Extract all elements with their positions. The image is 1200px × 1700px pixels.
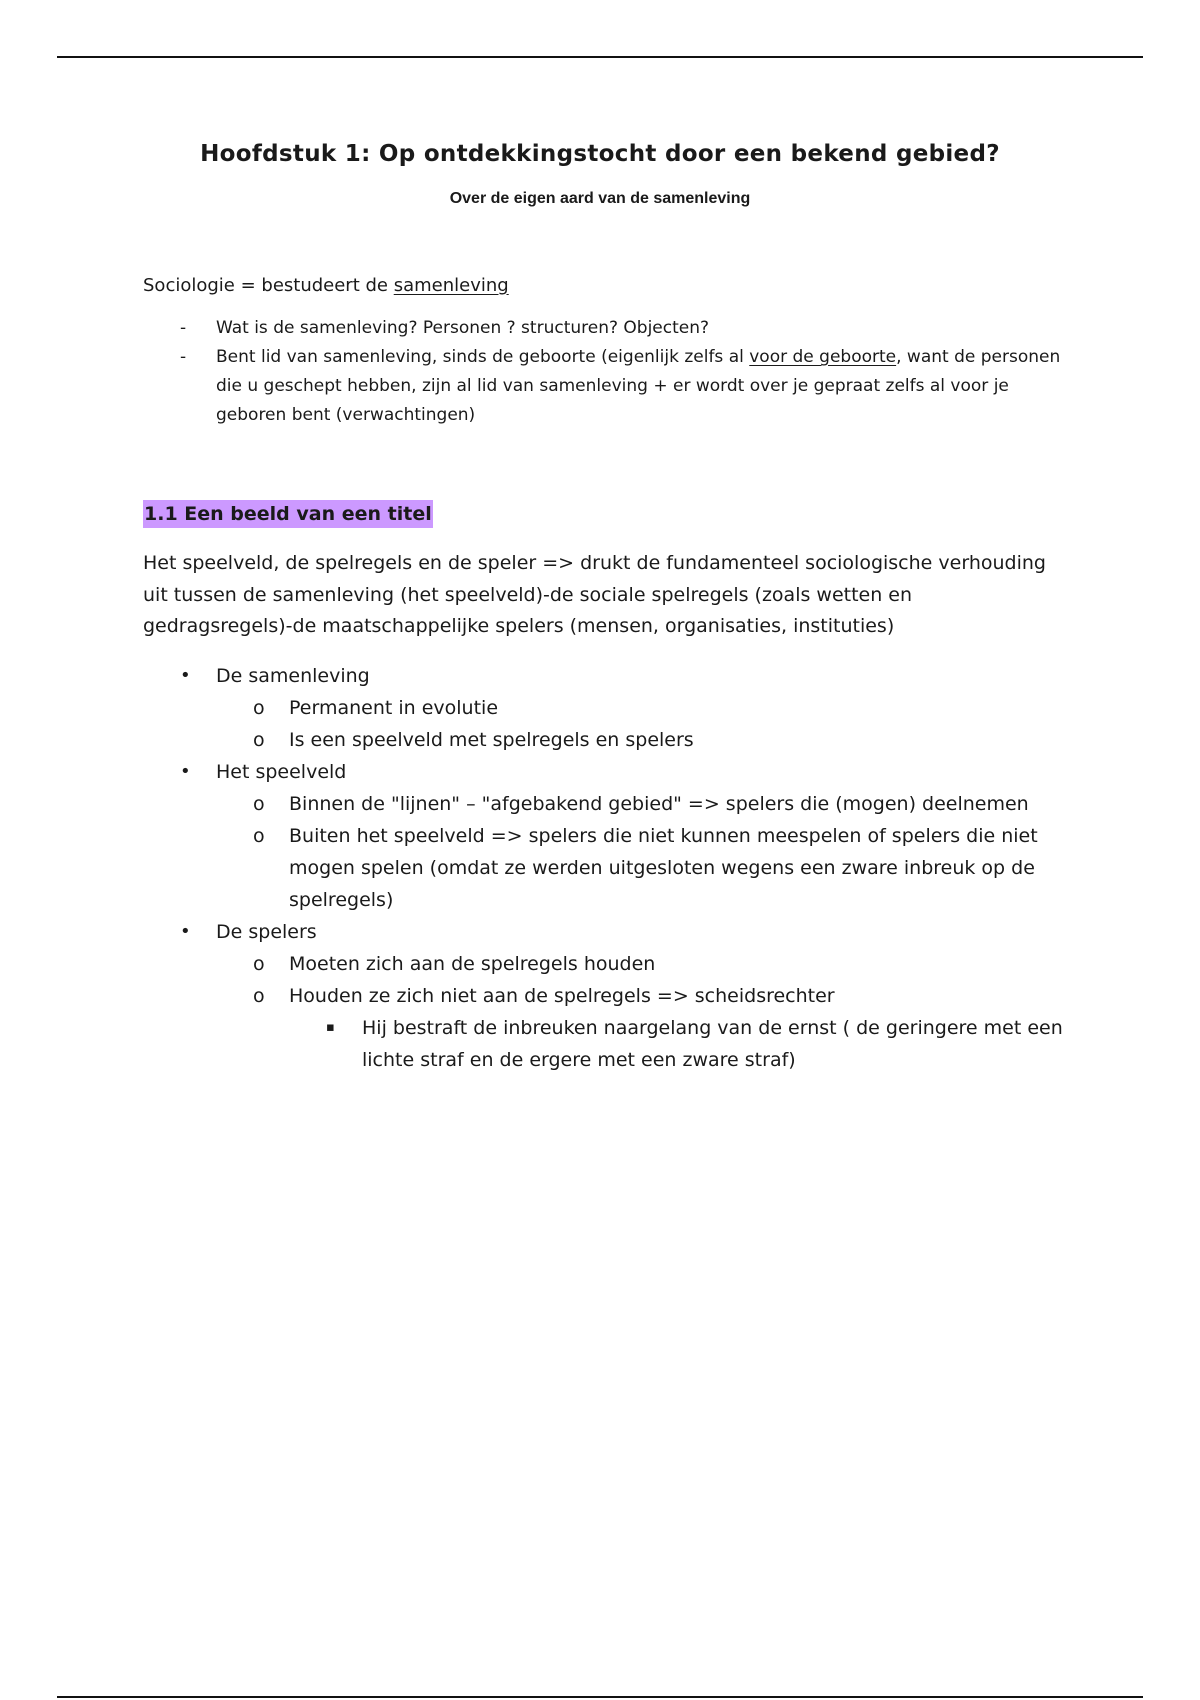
section-heading: 1.1 Een beeld van een titel (143, 500, 433, 528)
bullet-marker: • (180, 920, 191, 942)
list-item-text: Buiten het speelveld => spelers die niet kunnen meespelen of spelers die niet mogen spelen (omdat ze werden uitgesloten wegens een zware inbreuk op de spelregels) (289, 824, 1038, 911)
top-rule (57, 56, 1143, 58)
square-marker: ▪ (326, 1019, 335, 1035)
list-item-text: De spelers (216, 920, 317, 943)
circle-marker: o (253, 984, 265, 1007)
list-item (143, 343, 1063, 430)
list-item-text: Hij bestraft de inbreuken naargelang van de ernst ( de geringere met een lichte straf en de ergere met een zware straf) (362, 1016, 1063, 1071)
list-item (216, 692, 1063, 724)
circle-marker: o (253, 952, 265, 975)
circle-marker: o (253, 696, 265, 719)
bullet-list (143, 660, 1063, 1076)
list-item-text: Binnen de "lijnen" – "afgebakend gebied" => spelers die (mogen) deelnemen (289, 792, 1029, 815)
intro-line-text: Sociologie = bestudeert de (143, 275, 394, 296)
intro-dash-list (143, 314, 1063, 430)
list-item (143, 314, 1063, 343)
list-item-text: Houden ze zich niet aan de spelregels => scheidsrechter (289, 984, 835, 1007)
sub-list (216, 788, 1063, 916)
list-item (216, 820, 1063, 916)
list-item-text: Permanent in evolutie (289, 696, 499, 719)
circle-marker: o (253, 728, 265, 751)
circle-marker: o (253, 824, 265, 847)
list-item (143, 660, 1063, 756)
list-item (289, 1012, 1063, 1076)
list-item-text-before: Bent lid van samenleving, sinds de geboorte (eigenlijk zelfs al (216, 347, 750, 367)
list-item (143, 756, 1063, 916)
section-1-1 (143, 500, 1063, 1076)
section-paragraph: Het speelveld, de spelregels en de speler => drukt de fundamenteel sociologische verhouding uit tussen de samenleving (het speelveld)-de sociale spelregels (zoals wetten en gedragsregels)-de maatschappelijke spelers (mensen, organisaties, instituties) (143, 552, 1046, 637)
list-item-text-after: , want de personen die u geschept hebben, zijn al lid van samenleving + er wordt over je gepraat zelfs al voor je geboren bent (verwachtingen) (216, 347, 1061, 425)
list-item-text: Wat is de samenleving? Personen ? structuren? Objecten? (216, 318, 710, 338)
sub-list (216, 692, 1063, 756)
list-item-text: Is een speelveld met spelregels en spelers (289, 728, 694, 751)
list-item-text: Moeten zich aan de spelregels houden (289, 952, 656, 975)
bullet-marker: • (180, 760, 191, 782)
list-item-underlined: voor de geboorte (749, 347, 897, 367)
list-item-text: De samenleving (216, 664, 370, 687)
list-item-text: Het speelveld (216, 760, 347, 783)
sub-list (216, 948, 1063, 1076)
bottom-rule (57, 1696, 1143, 1698)
intro-underlined-term: samenleving (393, 275, 509, 296)
bullet-marker: • (180, 664, 191, 686)
circle-marker: o (253, 792, 265, 815)
list-item (216, 788, 1063, 820)
list-item (216, 980, 1063, 1076)
sub-sub-list (289, 1012, 1063, 1076)
list-item (216, 724, 1063, 756)
page-title: Hoofdstuk 1: Op ontdekkingstocht door een bekend gebied? (200, 141, 1000, 167)
list-item (216, 948, 1063, 980)
intro-line (143, 275, 1063, 296)
intro-block (143, 275, 1063, 430)
page-subtitle: Over de eigen aard van de samenleving (449, 190, 751, 207)
list-item (143, 916, 1063, 1076)
